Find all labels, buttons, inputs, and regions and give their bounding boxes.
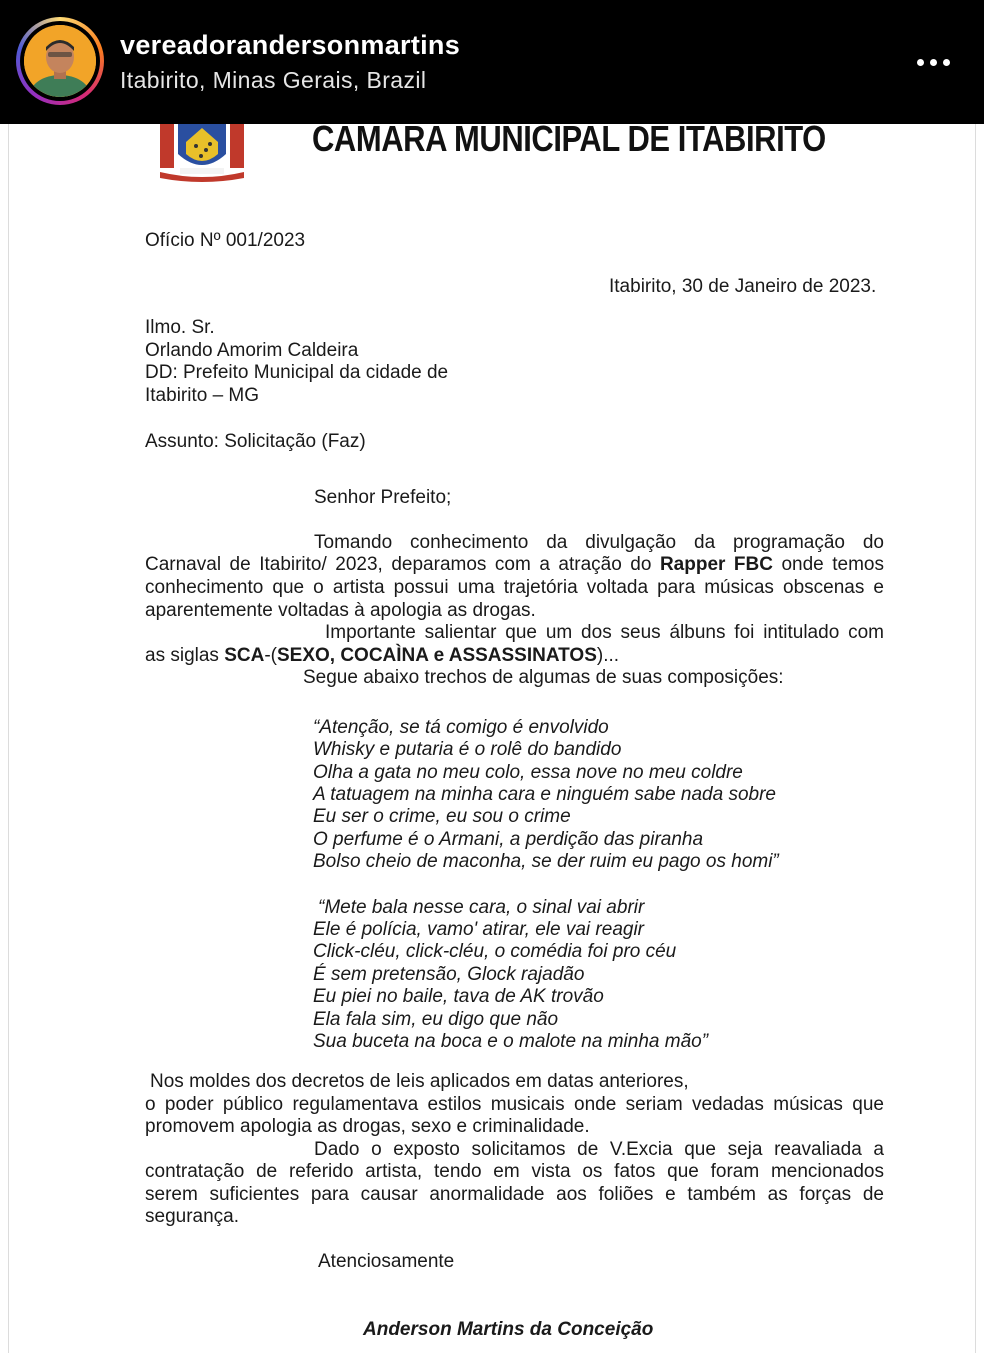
page-edge xyxy=(8,124,9,1353)
signature-name: Anderson Martins da Conceição xyxy=(363,1319,654,1340)
addressee-line: Orlando Amorim Caldeira xyxy=(145,340,359,361)
paragraph-line: contratação de referido artista, tendo em vista os fatos que foram mencionados xyxy=(145,1161,884,1182)
letter-date: Itabirito, 30 de Janeiro de 2023. xyxy=(609,276,877,297)
salutation: Senhor Prefeito; xyxy=(314,487,452,508)
lyric-line: O perfume é o Armani, a perdição das piranha xyxy=(313,829,704,850)
closing: Atenciosamente xyxy=(318,1251,455,1272)
letterhead-title: CAMARA MUNICIPAL DE ITABIRITO xyxy=(312,118,826,159)
paragraph-line: as siglas SCA-(SEXO, COCAÌNA e ASSASSINATOS)... xyxy=(145,645,620,666)
lyric-line: Ele é polícia, vamo' atirar, ele vai reagir xyxy=(313,919,645,940)
lyric-line: Eu ser o crime, eu sou o crime xyxy=(313,806,571,827)
lyric-line: “Atenção, se tá comigo é envolvido xyxy=(313,717,609,738)
addressee-line: Ilmo. Sr. xyxy=(145,317,215,338)
story-ring[interactable] xyxy=(16,17,104,105)
lyric-line: Eu piei no baile, tava de AK trovão xyxy=(313,986,604,1007)
page-edge xyxy=(975,124,976,1353)
lyric-line: Olha a gata no meu colo, essa nove no meu coldre xyxy=(313,762,743,783)
post-header xyxy=(0,0,984,124)
coat-of-arms-icon xyxy=(156,124,248,182)
paragraph-line: Tomando conhecimento da divulgação da programação do xyxy=(314,532,884,553)
more-horizontal-icon xyxy=(917,59,924,66)
lyric-line: “Mete bala nesse cara, o sinal vai abrir xyxy=(318,897,645,918)
paragraph-line: Carnaval de Itabirito/ 2023, deparamos com a atração do Rapper FBC onde temos xyxy=(145,554,885,575)
paragraph-line: Nos moldes dos decretos de leis aplicados em datas anteriores, xyxy=(150,1071,689,1092)
lyric-line: É sem pretensão, Glock rajadão xyxy=(313,964,585,985)
profile-photo-icon xyxy=(24,25,96,97)
paragraph-line: Dado o exposto solicitamos de V.Excia que seja reavaliada a xyxy=(314,1139,884,1160)
addressee-line: Itabirito – MG xyxy=(145,385,260,406)
lyric-line: Bolso cheio de maconha, se der ruim eu pago os homi” xyxy=(313,851,779,872)
paragraph-line: serem suficientes para causar anormalidade aos foliões e também as forças de xyxy=(145,1184,884,1205)
addressee-line: DD: Prefeito Municipal da cidade de xyxy=(145,362,449,383)
paragraph-line: promovem apologia as drogas, sexo e criminalidade. xyxy=(145,1116,590,1137)
paragraph-line: segurança. xyxy=(145,1206,240,1227)
username[interactable]: vereadorandersonmartins xyxy=(120,30,461,60)
paragraph-line: conhecimento que o artista possui uma trajetória voltada para músicas obscenas e xyxy=(145,577,884,598)
lyric-line: Whisky e putaria é o rolê do bandido xyxy=(313,739,622,760)
avatar[interactable] xyxy=(24,25,96,97)
paragraph-line: Segue abaixo trechos de algumas de suas composições: xyxy=(303,667,784,688)
lyric-line: A tatuagem na minha cara e ninguém sabe nada sobre xyxy=(313,784,776,805)
more-options-button[interactable] xyxy=(908,44,958,80)
paragraph-line: o poder público regulamentava estilos musicais onde seriam vedadas músicas que xyxy=(145,1094,884,1115)
paragraph-line: Importante salientar que um dos seus álbuns foi intitulado com xyxy=(325,622,884,643)
paragraph-line: aparentemente voltadas à apologia as drogas. xyxy=(145,600,536,621)
oficio-number: Ofício Nº 001/2023 xyxy=(145,230,306,251)
lyric-line: Ela fala sim, eu digo que não xyxy=(313,1009,559,1030)
location-tag[interactable]: Itabirito, Minas Gerais, Brazil xyxy=(120,67,427,93)
lyric-line: Sua buceta na boca e o malote na minha mão” xyxy=(313,1031,709,1052)
lyric-line: Click-cléu, click-cléu, o comédia foi pro céu xyxy=(313,941,677,962)
subject-line: Assunto: Solicitação (Faz) xyxy=(145,431,366,452)
